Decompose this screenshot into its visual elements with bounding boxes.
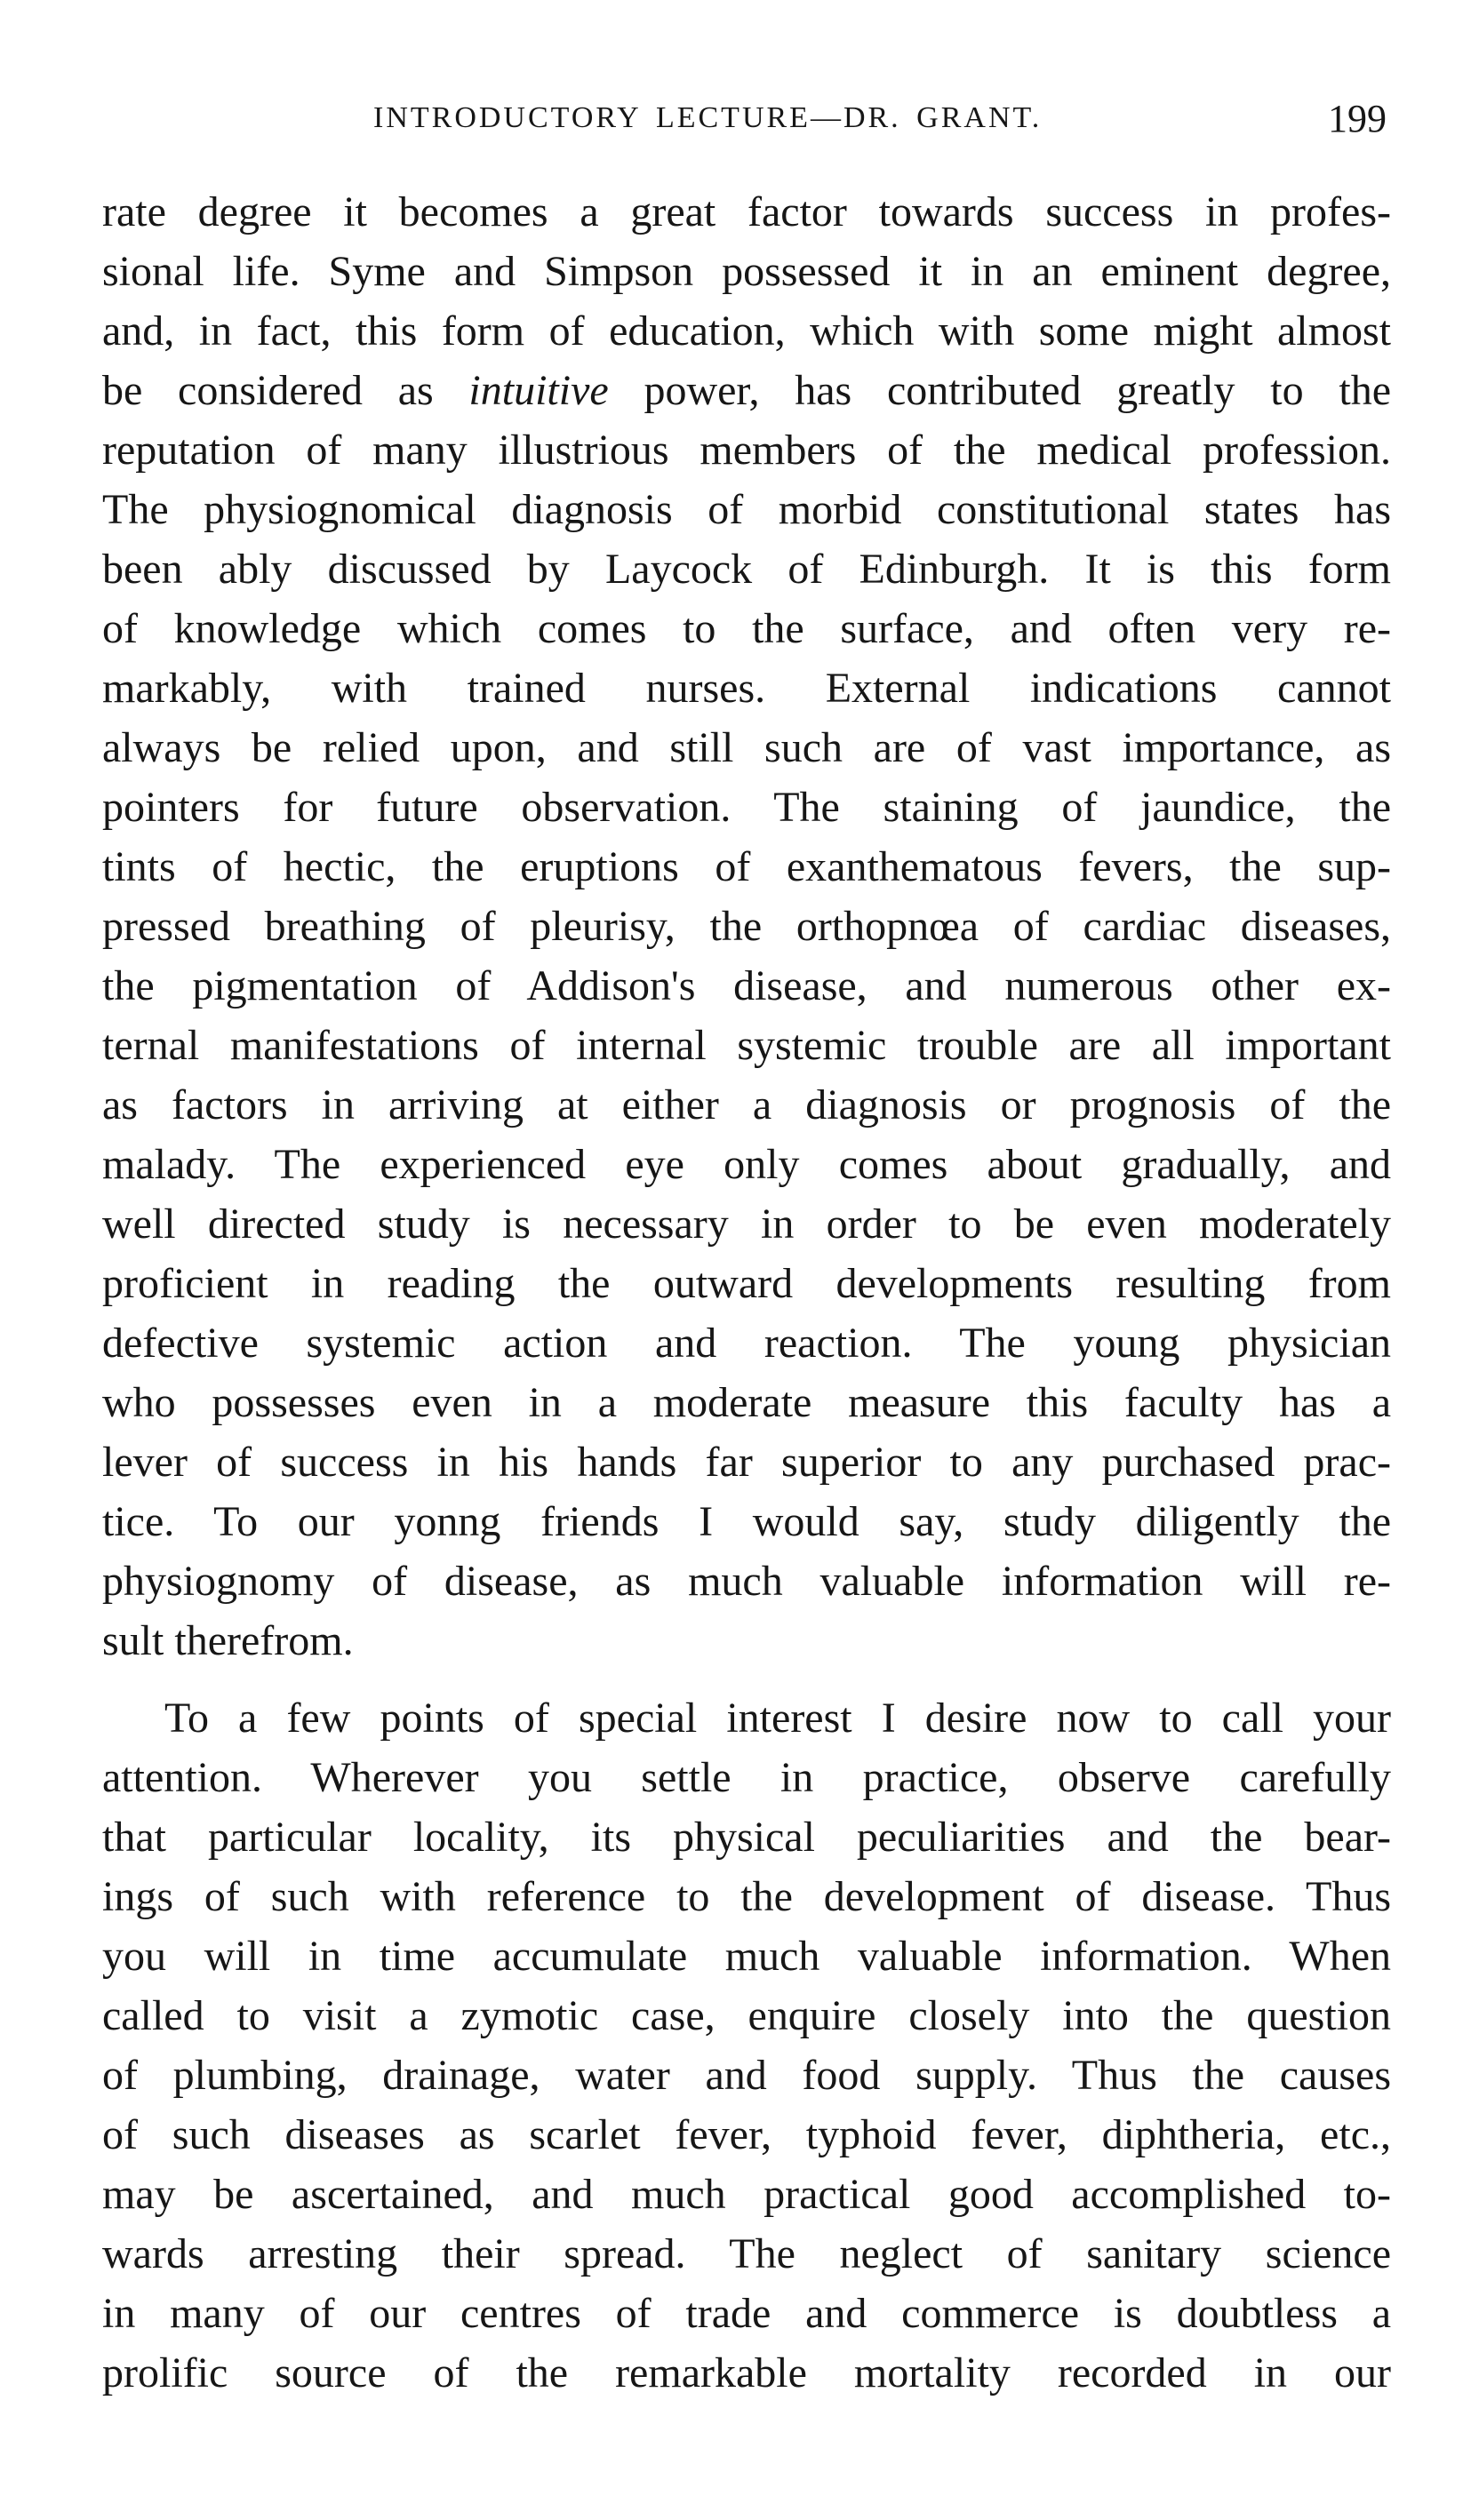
text-line: ings of such with reference to the development of disease. Thus [102, 1873, 1391, 1920]
text-line: always be relied upon, and still such are of vast importance, as [102, 724, 1391, 771]
text-line: lever of success in his hands far superior to any purchased prac- [102, 1439, 1391, 1486]
body-text [102, 182, 1391, 2403]
text-line: you will in time accumulate much valuable information. When [102, 1933, 1391, 1980]
text-line: who possesses even in a moderate measure this faculty has a [102, 1379, 1391, 1426]
paragraph-2 [102, 1688, 1391, 2403]
text-line: that particular locality, its physical peculiarities and the bear- [102, 1814, 1391, 1861]
text-line: the pigmentation of Addison's disease, and numerous other ex- [102, 962, 1391, 1009]
text-line: sult therefrom. [102, 1617, 354, 1664]
text-line: proficient in reading the outward developments resulting from [102, 1260, 1391, 1307]
text-line: well directed study is necessary in order to be even moderately [102, 1200, 1391, 1248]
text-line: pointers for future observation. The staining of jaundice, the [102, 784, 1391, 831]
text-line: of such diseases as scarlet fever, typhoid fever, diphtheria, etc., [102, 2111, 1391, 2158]
text-line: of knowledge which comes to the surface, and often very re- [102, 605, 1391, 652]
text-line: sional life. Syme and Simpson possessed it in an eminent degree, [102, 248, 1391, 295]
running-header [373, 96, 1387, 149]
text-line: The physiognomical diagnosis of morbid constitutional states has [102, 486, 1391, 533]
text-line: of plumbing, drainage, water and food supply. Thus the causes [102, 2052, 1391, 2099]
text-line: called to visit a zymotic case, enquire closely into the question [102, 1992, 1391, 2039]
page-number: 199 [1328, 97, 1387, 140]
text-line: prolific source of the remarkable mortality recorded in our [102, 2349, 1391, 2396]
running-header-title: INTRODUCTORY LECTURE—DR. GRANT. [373, 101, 1043, 134]
paragraph-1 [102, 182, 1391, 1671]
text-line: To a few points of special interest I desire now to call your [164, 1695, 1391, 1742]
text-line: may be ascertained, and much practical good accomplished to- [102, 2171, 1391, 2218]
paragraph-gap [102, 1671, 1391, 1688]
text-line: defective systemic action and reaction. The young physician [102, 1320, 1391, 1367]
text-line: and, in fact, this form of education, which with some might almost [102, 307, 1391, 355]
text-line: as factors in arriving at either a diagnosis or prognosis of the [102, 1081, 1391, 1128]
text-line: ternal manifestations of internal systemic trouble are all important [102, 1022, 1391, 1069]
italic-emphasis: intuitive [468, 367, 609, 414]
text-line: attention. Wherever you settle in practice, observe carefully [102, 1754, 1391, 1801]
text-line: malady. The experienced eye only comes about gradually, and [102, 1141, 1391, 1188]
text-line: reputation of many illustrious members of the medical profession. [102, 427, 1391, 474]
text-line-with-italic: be considered as intuitive power, has contributed greatly to the [102, 367, 1391, 414]
text-line: rate degree it becomes a great factor towards success in profes- [102, 188, 1391, 235]
text-line: been ably discussed by Laycock of Edinburgh. It is this form [102, 546, 1391, 593]
text-line: tints of hectic, the eruptions of exanthematous fevers, the sup- [102, 843, 1391, 890]
text-line: tice. To our yonng friends I would say, study diligently the [102, 1498, 1391, 1545]
text-line: wards arresting their spread. The neglect of sanitary science [102, 2230, 1391, 2277]
text-line: pressed breathing of pleurisy, the orthopnœa of cardiac diseases, [102, 903, 1391, 950]
text-line: in many of our centres of trade and commerce is doubtless a [102, 2290, 1391, 2337]
text-line: physiognomy of disease, as much valuable information will re- [102, 1558, 1391, 1605]
text-line: markably, with trained nurses. External indications cannot [102, 665, 1391, 712]
